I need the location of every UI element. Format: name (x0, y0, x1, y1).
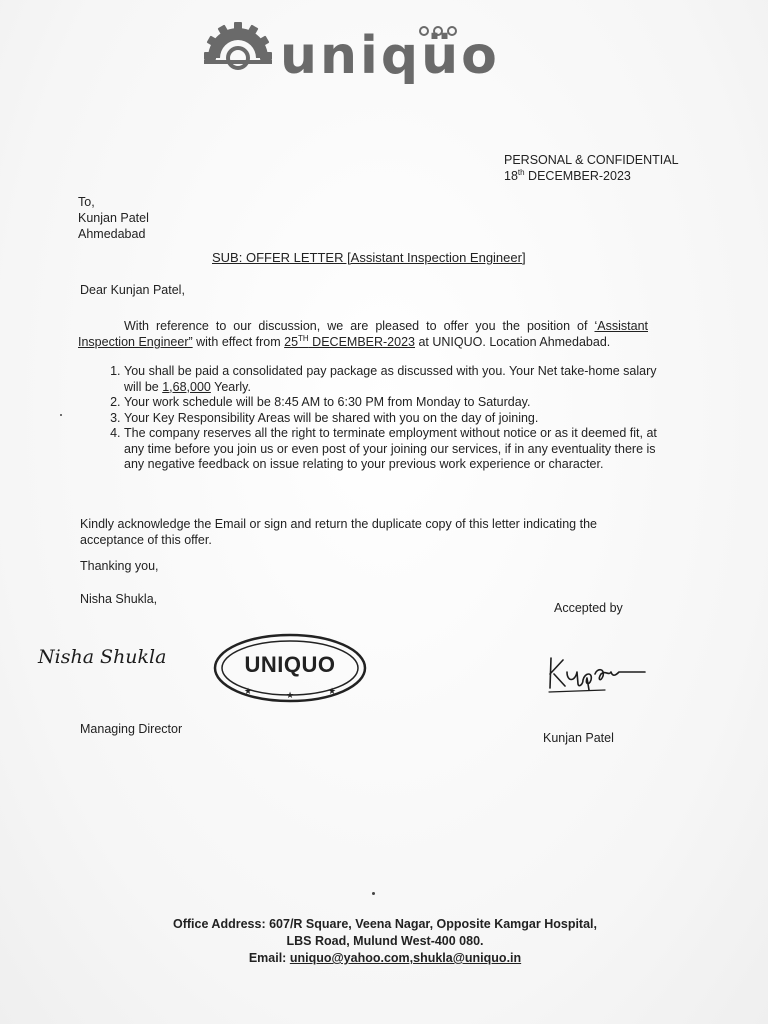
paper-speck (372, 892, 375, 895)
start-date: 25TH DECEMBER-2023 (284, 333, 415, 349)
recipient-block (78, 194, 149, 242)
acceptor-signature (545, 650, 650, 694)
footer-address (140, 916, 630, 967)
list-item: 1. You shall be paid a consolidated pay package as discussed with you. Your Net take-home salary will be 1,68,000 Yearly. (124, 364, 676, 395)
subject-line: SUB: OFFER LETTER [Assistant Inspection Engineer] (212, 250, 526, 265)
accepted-by-label: Accepted by (554, 601, 623, 615)
svg-text:★: ★ (286, 691, 295, 701)
footer-line1: Office Address: 607/R Square, Veena Nagar, Opposite Kamgar Hospital, (173, 917, 597, 931)
company-stamp (212, 632, 368, 704)
recipient-to: To, (78, 195, 95, 209)
letter-date: 18th DECEMBER-2023 (504, 167, 631, 183)
gear-icon (198, 18, 278, 88)
sender-name: Nisha Shukla, (80, 592, 158, 606)
salutation: Dear Kunjan Patel, (80, 283, 185, 297)
acknowledge-paragraph: Kindly acknowledge the Email or sign and return the duplicate copy of this letter indicating the acceptance of this offer. (80, 517, 597, 547)
footer-line2: LBS Road, Mulund West-400 080. (286, 934, 484, 948)
recipient-city: Ahmedabad (78, 227, 146, 241)
svg-text:★: ★ (244, 687, 253, 697)
list-item: 4. The company reserves all the right to terminate employment without notice or as it deemed fit, at any time before you join us or even post of your joining our services, if in any eventuality there is any negative feedback on issue relating to your previous work experience or character. (124, 426, 676, 473)
email-link[interactable]: uniquo@yahoo.com,shukla@uniquo.in (289, 951, 522, 965)
list-item: 2. Your work schedule will be 8:45 AM to 6:30 PM from Monday to Saturday. (124, 395, 676, 411)
thanks-text: Thanking you, (80, 559, 159, 573)
paper-speck (60, 414, 62, 416)
position-title: ‘Assistant Inspection Engineer” (78, 319, 648, 349)
recipient-name: Kunjan Patel (78, 211, 149, 225)
company-logo (198, 18, 498, 88)
svg-text:★: ★ (328, 687, 337, 697)
list-item: 3. Your Key Responsibility Areas will be shared with you on the day of joining. (124, 411, 676, 427)
footer-email: Email: uniquo@yahoo.com,shukla@uniquo.in (248, 951, 522, 965)
stamp-label: UNIQUO (244, 652, 336, 677)
terms-list (98, 364, 676, 473)
salary-amount: 1,68,000 (162, 379, 211, 394)
sender-signature: Nisha Shukla (38, 646, 167, 668)
confidential-label: PERSONAL & CONFIDENTIAL (504, 153, 679, 167)
acceptor-name: Kunjan Patel (543, 731, 614, 745)
confidential-header (504, 152, 679, 184)
sender-title: Managing Director (80, 722, 183, 736)
intro-paragraph: With reference to our discussion, we are pleased to offer you the position of ‘Assistant Inspection Engineer” with effect from 25TH DECEMBER-2023 at UNIQUO. Location Ahmedabad. (78, 319, 648, 349)
logo-wordmark: uniqüo (280, 26, 500, 86)
logo-dots (412, 24, 472, 38)
